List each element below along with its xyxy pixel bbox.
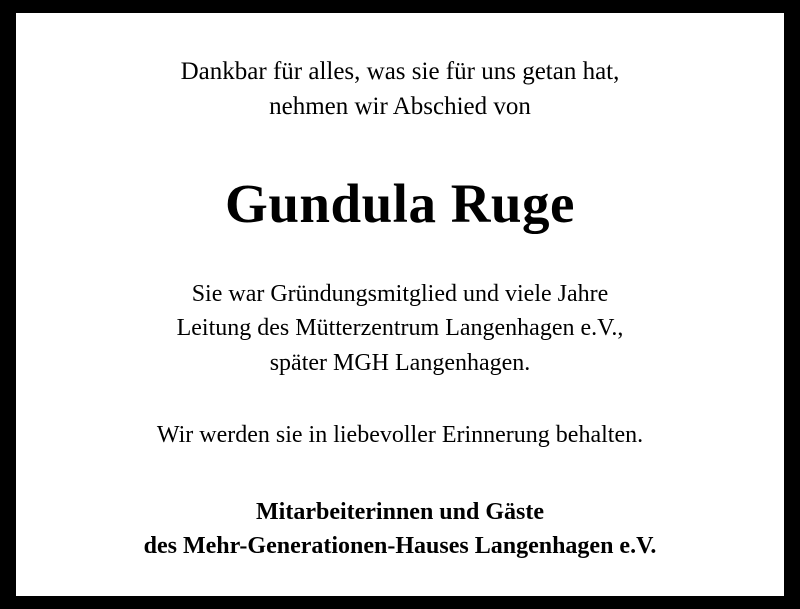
signature-line-1: Mitarbeiterinnen und Gäste — [256, 499, 544, 526]
biography-text — [56, 277, 744, 381]
biography-line-3: später MGH Langenhagen. — [269, 350, 531, 377]
deceased-name: Gundula Ruge — [225, 173, 575, 234]
intro-text — [56, 55, 744, 124]
signature-line-2: des Mehr-Generationen-Hauses Langenhagen e.V. — [143, 533, 657, 560]
signature-text — [56, 496, 744, 563]
obituary-notice-body — [16, 13, 784, 596]
biography-line-2: Leitung des Mütterzentrum Langenhagen e.V., — [176, 315, 624, 342]
intro-line-2: nehmen wir Abschied von — [269, 92, 531, 120]
intro-line-1: Dankbar für alles, was sie für uns getan hat, — [180, 58, 620, 85]
memory-text: Wir werden sie in liebevoller Erinnerung behalten. — [156, 421, 644, 448]
biography-line-1: Sie war Gründungsmitglied und viele Jahre — [191, 280, 609, 307]
